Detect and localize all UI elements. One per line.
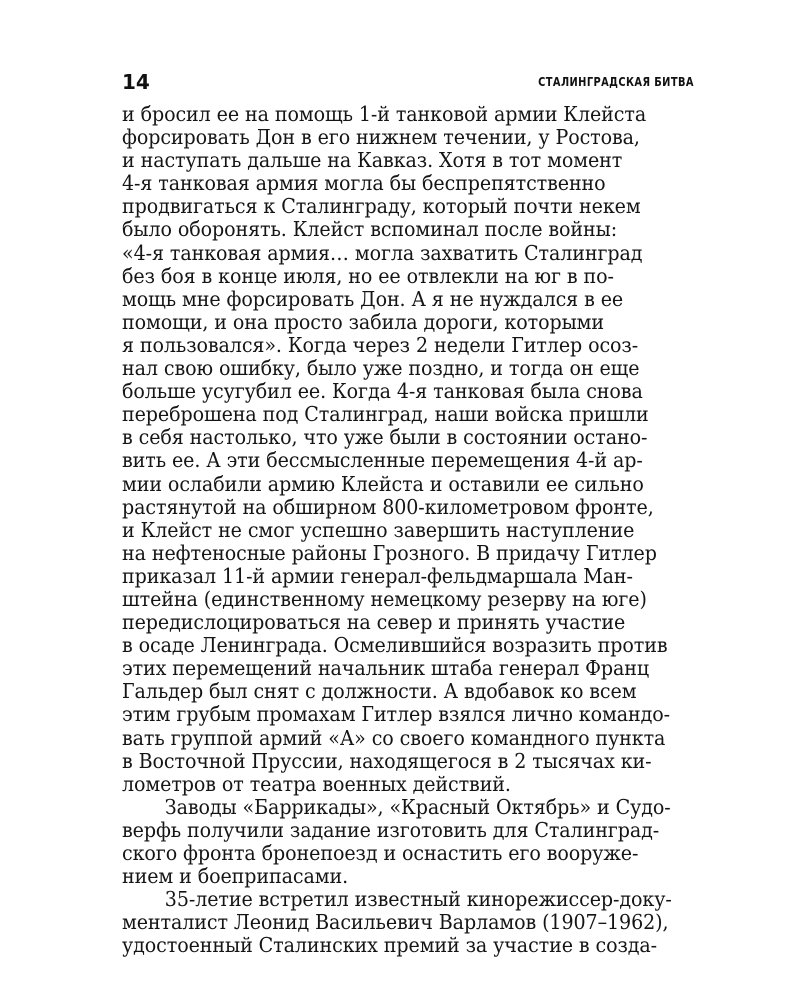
text-line: вить ее. А эти бессмысленные перемещения 4-й ар- [122,448,643,473]
text-line: больше усугубил ее. Когда 4-я танковая была снова [122,379,643,404]
text-line: я пользовался». Когда через 2 недели Гитлер осоз- [122,332,639,357]
paragraph-first-line: Заводы «Баррикады», «Красный Октябрь» и Судо- [164,794,671,819]
text-line: в себя настолько, что уже были в состоянии остано- [122,425,648,450]
page-header [122,70,694,96]
text-line: приказал 11-й армии генерал-фельдмаршала Ман- [122,563,633,588]
text-line: нием и боеприпасами. [122,864,349,889]
text-line: передислоцироваться на север и принять участие [122,610,626,635]
text-line: и бросил ее на помощь 1-й танковой армии Клейста [122,102,647,126]
paragraph-first-line: 35-летие встретил известный кинорежиссер-доку- [164,887,672,912]
running-title: СТАЛИНГРАДСКАЯ БИТВА [538,75,694,89]
text-line: без боя в конце июля, но ее отвлекли на юг в по- [122,263,614,288]
text-line: мощь мне форсировать Дон. А я не нуждался в ее [122,286,624,311]
text-line: в Восточной Пруссии, находящегося в 2 тысячах ки- [122,748,652,773]
text-line: помощи, и она просто забила дороги, которыми [122,309,605,334]
text-line: Гальдер был снят с должности. А вдобавок ко всем [122,679,637,704]
text-line: удостоенный Сталинских премий за участие в созда- [122,933,658,958]
text-line: этим грубым промахам Гитлер взялся лично командо- [122,702,671,727]
text-line: штейна (единственному немецкому резерву на юге) [122,586,647,611]
text-line: мии ослабили армию Клейста и оставили ее сильно [122,471,644,496]
text-line: и Клейст не смог успешно завершить наступление [122,517,635,542]
text-line: лометров от театра военных действий. [122,771,511,796]
text-line: в осаде Ленинграда. Осмелившийся возразить против [122,633,668,658]
text-line: вать группой армий «А» со своего командного пункта [122,725,666,750]
text-line: ского фронта бронепоезд и оснастить его вооруже- [122,841,639,865]
text-line: 4-я танковая армия могла бы беспрепятственно [122,171,606,196]
text-line: нал свою ошибку, было уже поздно, и тогда он еще [122,356,640,381]
text-line: переброшена под Сталинград, наши войска пришли [122,402,649,427]
text-line: этих перемещений начальник штаба генерал Франц [122,656,650,681]
text-line: и наступать дальше на Кавказ. Хотя в тот момент [122,148,623,173]
text-line: было оборонять. Клейст вспоминал после войны: [122,217,618,242]
text-line: продвигаться к Сталинграду, который почти некем [122,194,641,219]
text-line: менталист Леонид Васильевич Варламов (1907–1962), [122,910,669,935]
text-line: «4-я танковая армия… могла захватить Сталинград [122,240,643,265]
page-number: 14 [122,70,150,94]
body-text [122,103,694,957]
text-line: форсировать Дон в его нижнем течении, у Ростова, [122,125,640,150]
text-line: верфь получили задание изготовить для Сталинград- [122,817,660,842]
text-line: растянутой на обширном 800-километровом фронте, [122,494,654,519]
text-line: на нефтеносные районы Грозного. В придачу Гитлер [122,540,657,565]
